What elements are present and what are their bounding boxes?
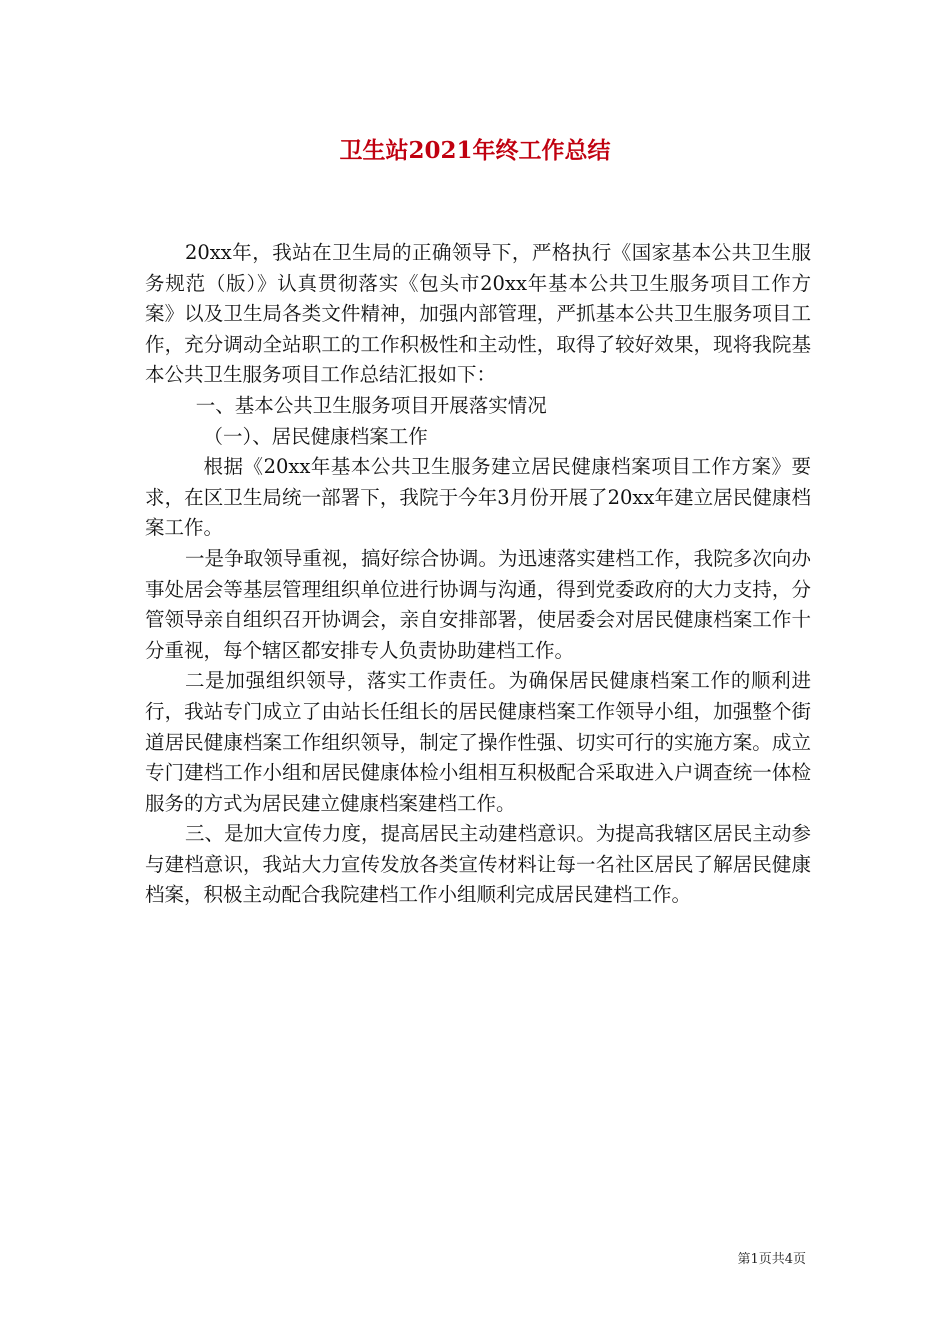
paragraph-point-2: 二是加强组织领导，落实工作责任。为确保居民健康档案工作的顺利进行，我站专门成立了由站长任组长的居民健康档案工作领导小组，加强整个街道居民健康档案工作组织领导，制定了操作性强、切实可行的实施方案。成立专门建档工作小组和居民健康体检小组相互积极配合采取进入户调查统一体检服务的方式为居民建立健康档案建档工作。 (145, 669, 811, 815)
paragraph-point-3: 三、是加大宣传力度，提高居民主动建档意识。为提高我辖区居民主动参与建档意识，我站大力宣传发放各类宣传材料让每一名社区居民了解居民健康档案，积极主动配合我院建档工作小组顺利完成居民建档工作。 (145, 822, 811, 907)
document-title: 卫生站2021年终工作总结 (339, 137, 611, 164)
section-heading-1: 一、基本公共卫生服务项目开展落实情况 (195, 393, 547, 417)
page-indicator: 第1页共4页 (737, 1252, 806, 1267)
paragraph-plan: 根据《20xx年基本公共卫生服务建立居民健康档案项目工作方案》要求，在区卫生局统一部署下，我院于今年3月份开展了20xx年建立居民健康档案工作。 (145, 455, 811, 540)
paragraph-intro: 20xx年，我站在卫生局的正确领导下，严格执行《国家基本公共卫生服务规范（版）》认真贯彻落实《包头市20xx年基本公共卫生服务项目工作方案》以及卫生局各类文件精神，加强内部管理，严抓基本公共卫生服务项目工作，充分调动全站职工的工作积极性和主动性，取得了较好效果，现将我院基本公共卫生服务项目工作总结汇报如下： (145, 241, 811, 387)
subsection-heading-1: （一）、居民健康档案工作 (203, 424, 428, 448)
document-body (145, 238, 811, 911)
paragraph-point-1: 一是争取领导重视，搞好综合协调。为迅速落实建档工作，我院多次向办事处居会等基层管理组织单位进行协调与沟通，得到党委政府的大力支持，分管领导亲自组织召开协调会，亲自安排部署，使居委会对居民健康档案工作十分重视，每个辖区都安排专人负责协助建档工作。 (145, 546, 811, 662)
